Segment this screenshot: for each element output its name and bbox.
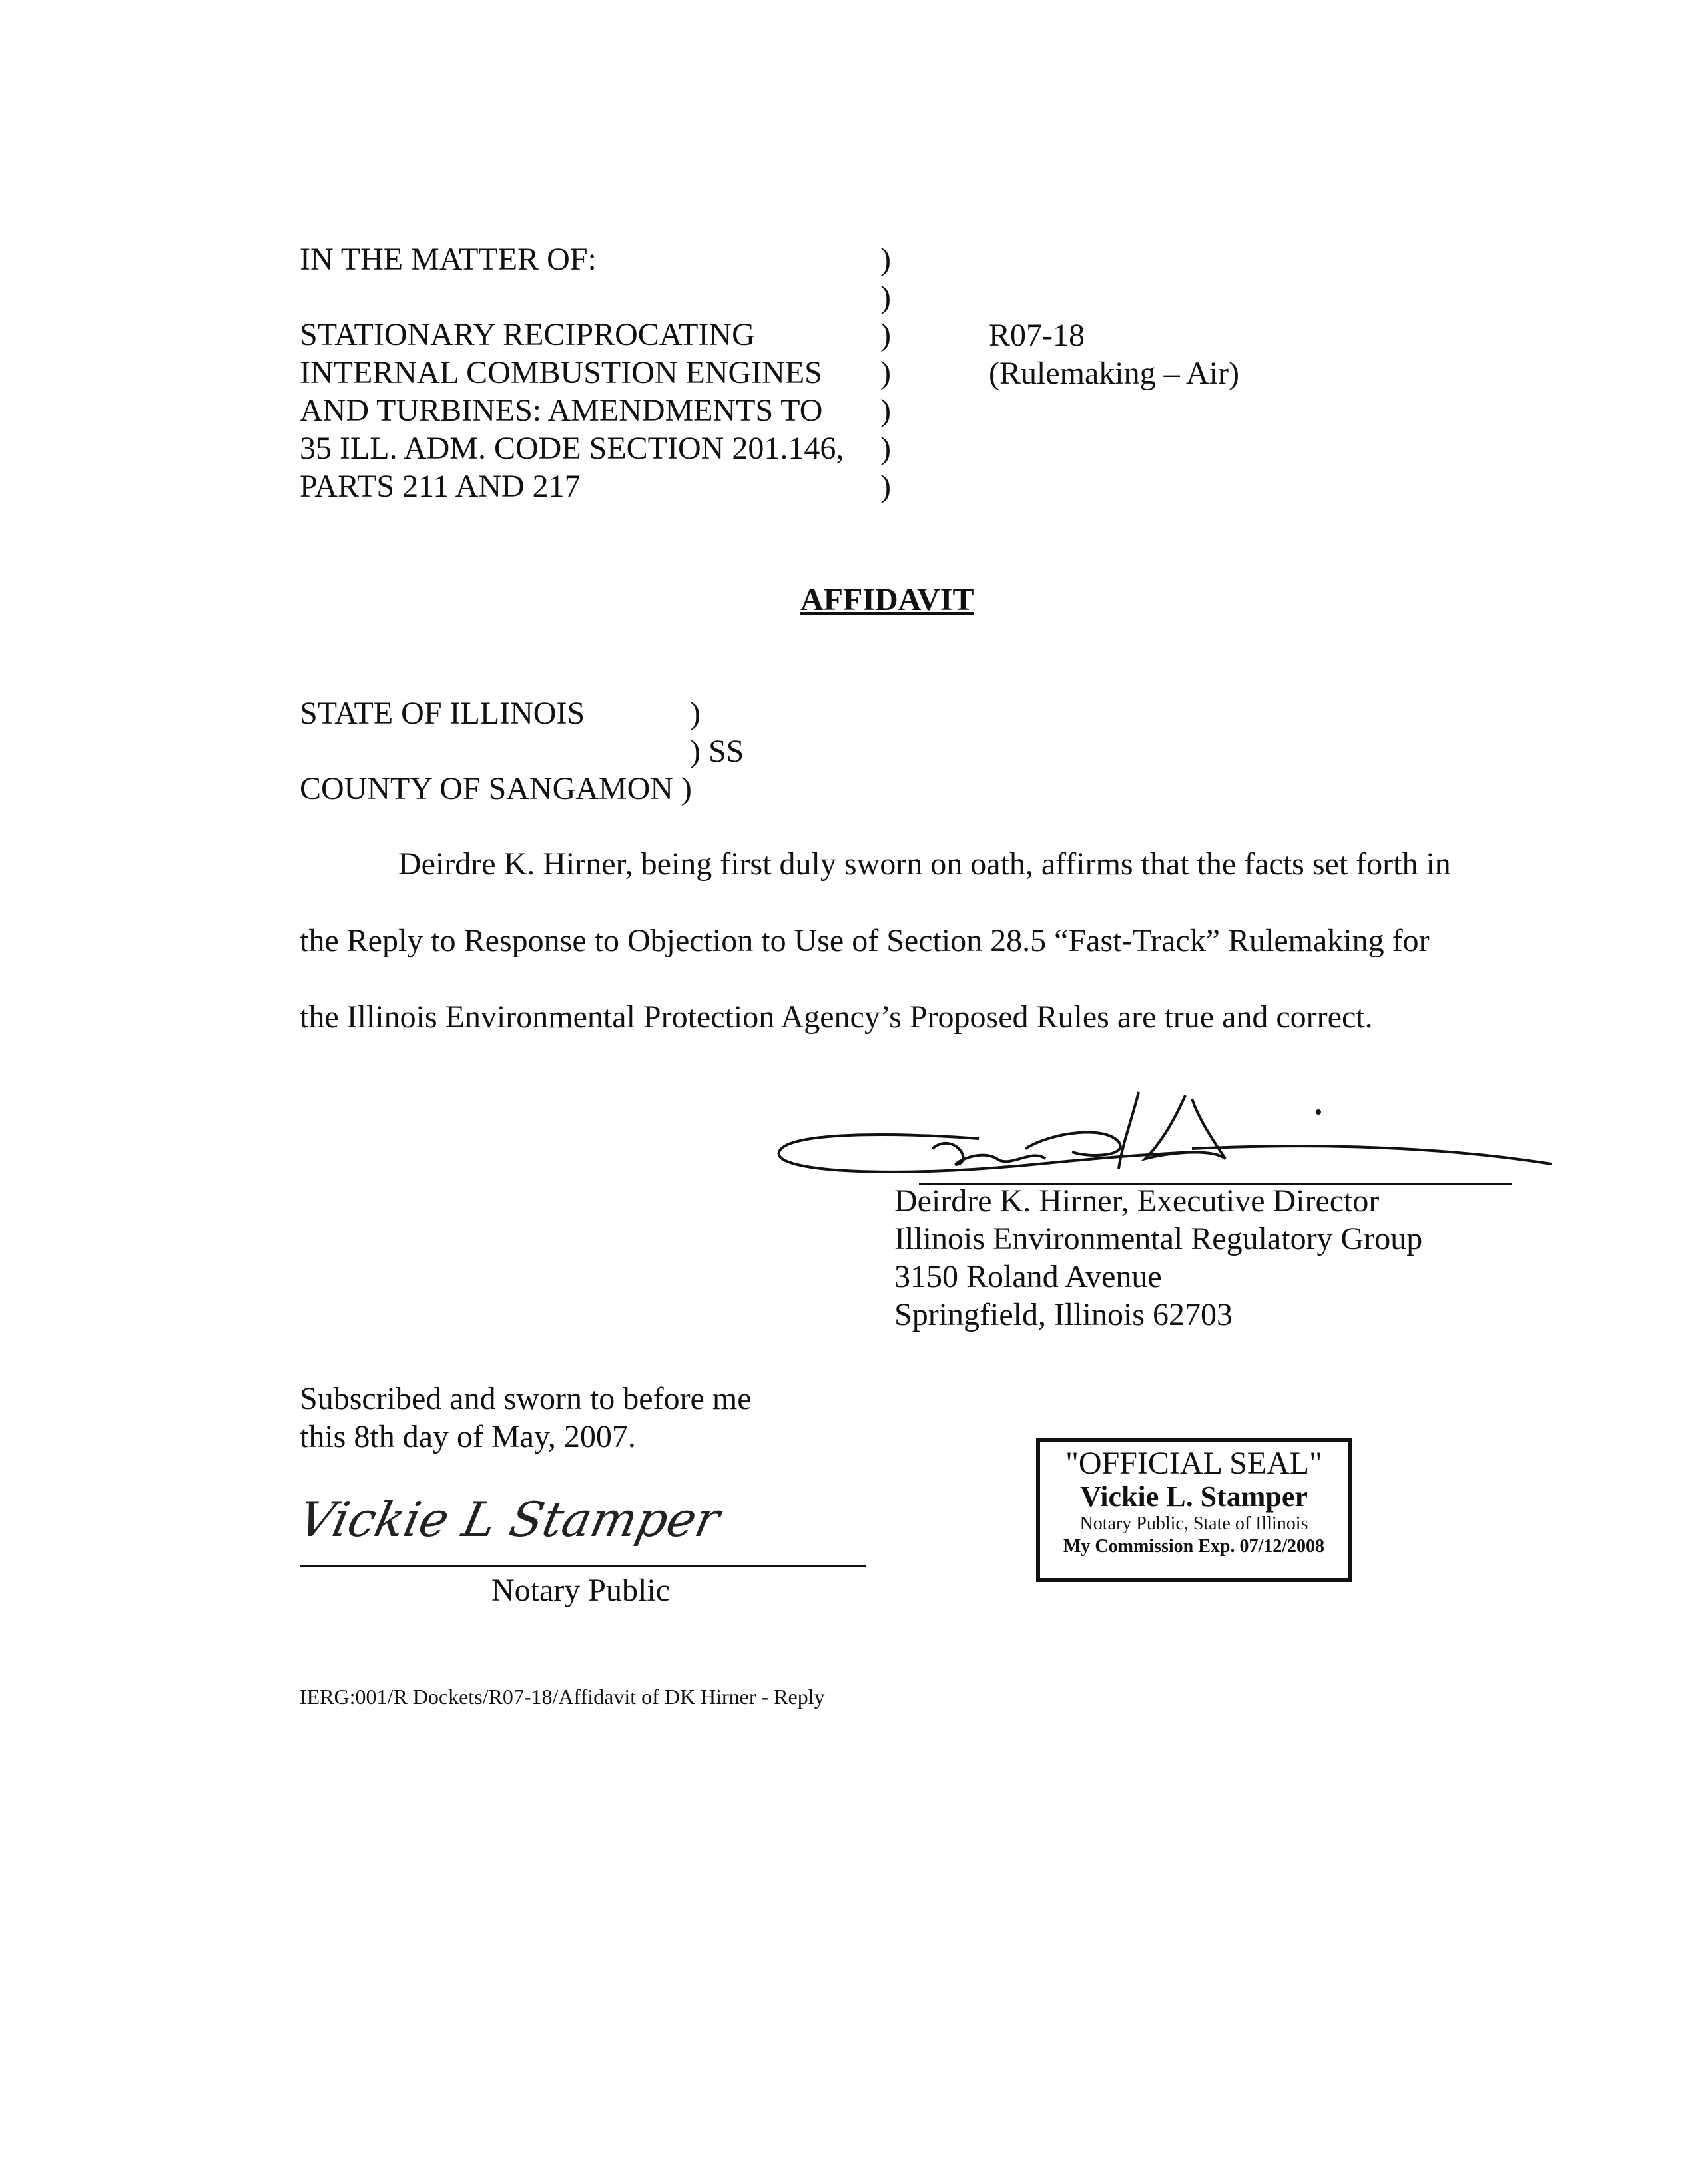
affiant-street: 3150 Roland Avenue (894, 1259, 1162, 1294)
venue-county: COUNTY OF SANGAMON ) (300, 771, 692, 806)
affiant-organization: Illinois Environmental Regulatory Group (894, 1221, 1423, 1256)
docket-number: R07-18 (989, 318, 1085, 353)
caption-title-line-3: AND TURBINES: AMENDMENTS TO (300, 393, 823, 428)
caption-paren: ) (880, 393, 891, 428)
caption-title-line-2: INTERNAL COMBUSTION ENGINES (300, 355, 822, 390)
official-seal-stamp (1036, 1438, 1352, 1582)
jurat-line-1: Subscribed and sworn to before me (300, 1381, 752, 1416)
notary-signature-line (300, 1565, 866, 1567)
docket-type: (Rulemaking – Air) (989, 356, 1239, 391)
seal-name: Vickie L. Stamper (1080, 1480, 1308, 1513)
body-line-3: the Illinois Environmental Protection Agency’s Proposed Rules are true and correct. (300, 999, 1373, 1035)
caption-paren: ) (880, 469, 891, 504)
jurat-line-2: this 8th day of May, 2007. (300, 1419, 636, 1454)
seal-line-2: My Commission Exp. 07/12/2008 (1063, 1536, 1325, 1557)
caption-paren: ) (880, 242, 891, 277)
caption-title-line-5: PARTS 211 AND 217 (300, 469, 581, 504)
caption-paren: ) (880, 317, 891, 352)
notary-signature: Vickie L Stamper (294, 1492, 725, 1547)
body-line-1: Deirdre K. Hirner, being first duly sworn on oath, affirms that the facts set forth in (398, 846, 1451, 882)
caption-paren: ) (880, 280, 891, 315)
venue-paren: ) (690, 696, 701, 731)
caption-title-line-1: STATIONARY RECIPROCATING (300, 317, 755, 352)
document-title: AFFIDAVIT (800, 582, 974, 617)
notary-public-label: Notary Public (491, 1573, 670, 1608)
seal-title: "OFFICIAL SEAL" (1065, 1446, 1322, 1481)
venue-state: STATE OF ILLINOIS (300, 696, 585, 731)
caption-title-line-4: 35 ILL. ADM. CODE SECTION 201.146, (300, 431, 844, 466)
venue-ss: ) SS (690, 734, 744, 769)
affiant-name-title: Deirdre K. Hirner, Executive Director (894, 1183, 1380, 1219)
body-line-2: the Reply to Response to Objection to Use of Section 28.5 “Fast-Track” Rulemaking for (300, 923, 1430, 958)
affiant-city: Springfield, Illinois 62703 (894, 1297, 1233, 1332)
caption-paren: ) (880, 431, 891, 466)
document-reference-footer: IERG:001/R Dockets/R07-18/Affidavit of DK Hirner - Reply (300, 1685, 825, 1709)
seal-line-1: Notary Public, State of Illinois (1079, 1513, 1308, 1534)
caption-paren: ) (880, 355, 891, 390)
matter-heading: IN THE MATTER OF: (300, 242, 597, 277)
